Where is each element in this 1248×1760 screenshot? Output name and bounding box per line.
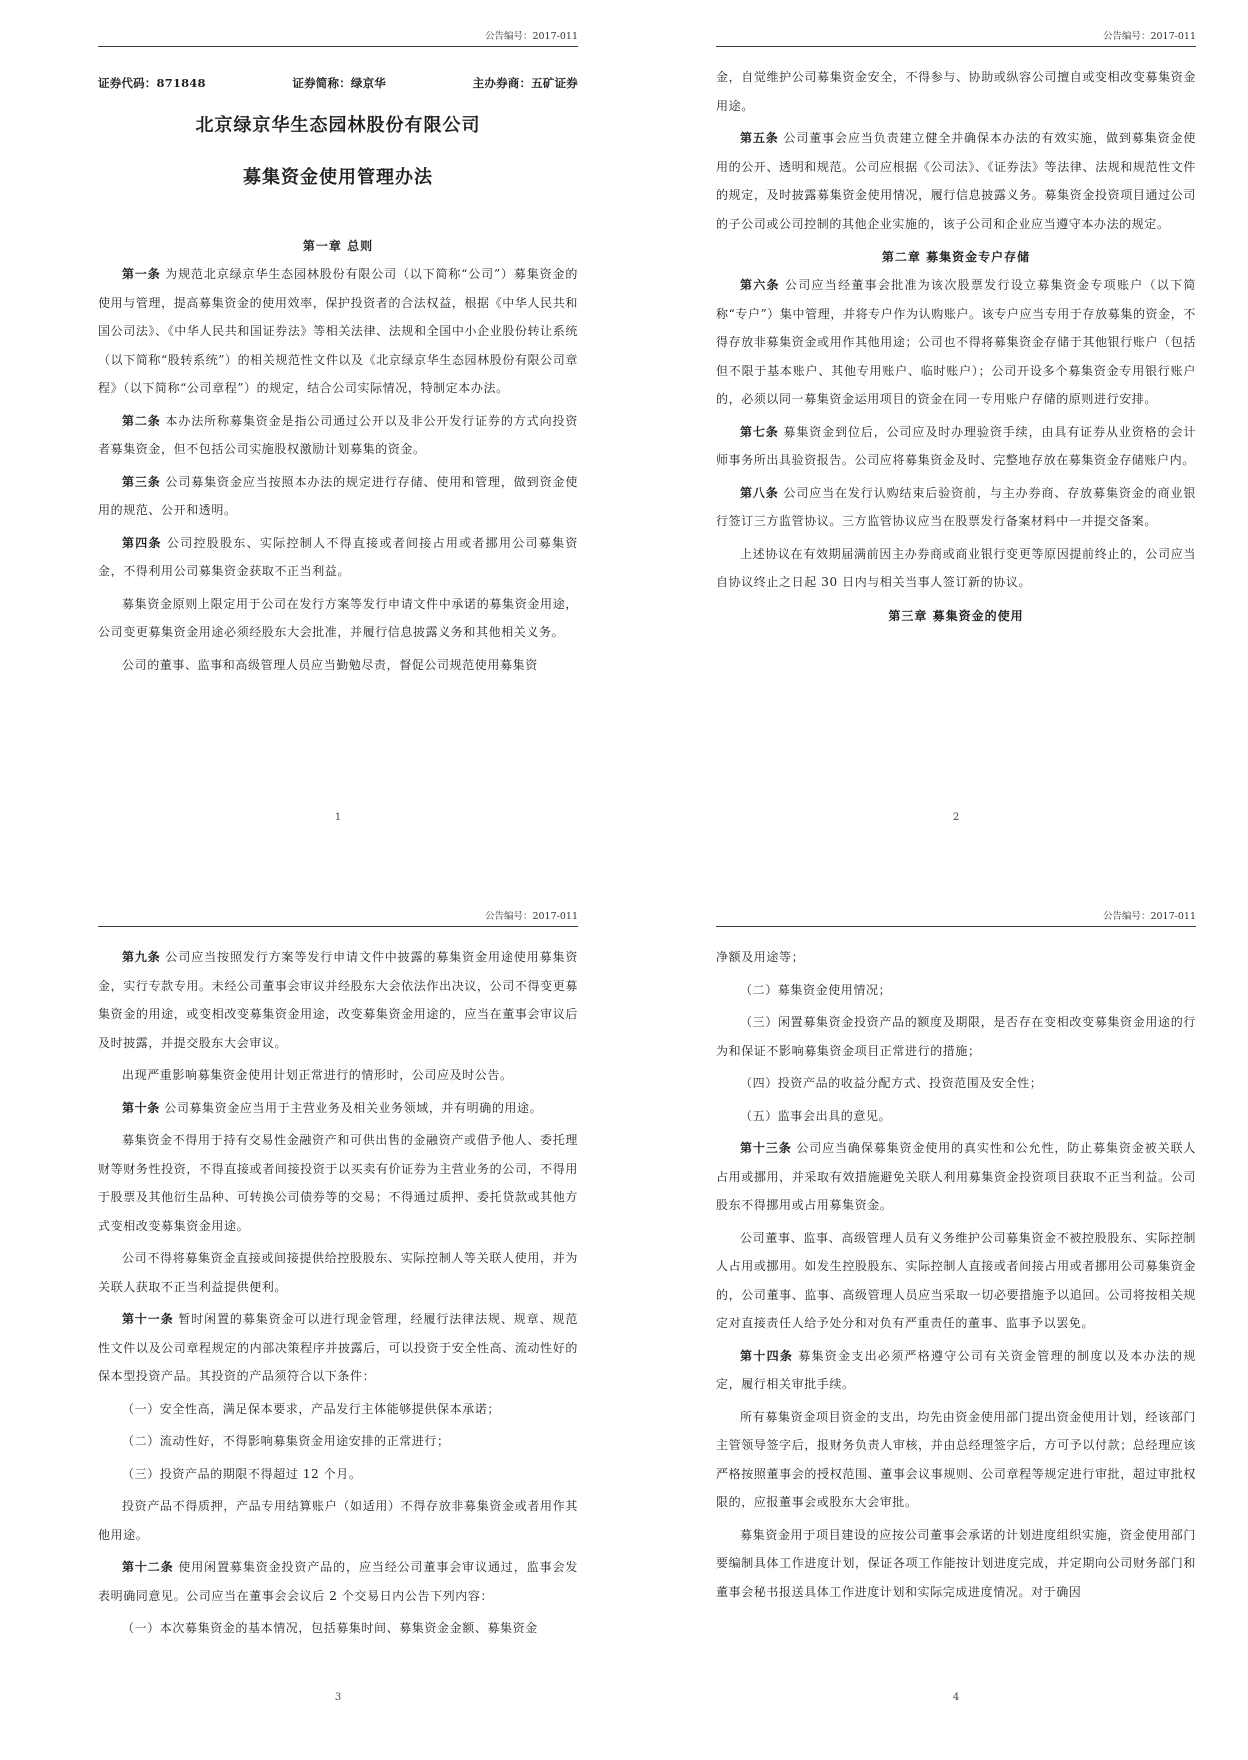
page-body — [716, 943, 1196, 1606]
paragraph-text: 募集资金用于项目建设的应按公司董事会承诺的计划进度组织实施，资金使用部门要编制具体工作进度计划，保证各项工作能按计划进度完成，并定期向公司财务部门和董事会秘书报送具体工作进度计划和实际完成进度情况。对于确因 — [716, 1527, 1196, 1599]
paragraph — [98, 1553, 578, 1610]
paragraph — [98, 590, 578, 647]
paragraph — [98, 407, 578, 464]
page-number: 1 — [334, 812, 342, 823]
header-rule — [98, 926, 578, 927]
paragraph-text: （一）安全性高，满足保本要求，产品发行主体能够提供保本承诺； — [122, 1401, 501, 1416]
company-title: 北京绿京华生态园林股份有限公司 — [195, 115, 481, 136]
security-abbr: 证券简称：绿京华 — [292, 76, 386, 90]
paragraph-text: 公司董事会应当负责建立健全并确保本办法的有效实施，做到募集资金使用的公开、透明和规范。公司应根据《公司法》、《证券法》等法律、法规和规范性文件的规定，及时披露募集资金使用情况，履行信息披露义务。募集资金投资项目通过公司的子公司或公司控制的其他企业实施的，该子公司和企业应当遵守本办法的规定。 — [716, 131, 1196, 231]
paragraph — [98, 1614, 578, 1643]
paragraph-text: 募集资金不得用于持有交易性金融资产和可供出售的金融资产或借予他人、委托理财等财务性投资，不得直接或者间接投资于以买卖有价证券为主营业务的公司，不得用于股票及其他衍生品种、可转换公司债券等的交易；不得通过质押、委托贷款或其他方式变相改变募集资金用途。 — [98, 1133, 578, 1233]
chapter-heading: 第二章 募集资金专户存储 — [881, 250, 1031, 264]
paragraph — [716, 271, 1196, 414]
paragraph-text: （二）募集资金使用情况； — [740, 982, 892, 997]
article-number: 第十条 — [122, 1100, 160, 1115]
paragraph — [716, 1069, 1196, 1098]
paragraph — [716, 1134, 1196, 1220]
article-number: 第十四条 — [740, 1348, 794, 1363]
paragraph-text: 公司应当确保募集资金使用的真实性和公允性，防止募集资金被关联人占用或挪用，并采取有效措施避免关联人利用募集资金投资项目获取不正当利益。公司股东不得挪用或占用募集资金。 — [716, 1141, 1196, 1212]
article-number: 第九条 — [122, 950, 161, 964]
page-number: 2 — [952, 812, 960, 823]
article-number: 第十二条 — [122, 1560, 174, 1574]
paragraph-text: （二）流动性好，不得影响募集资金用途安排的正常进行； — [122, 1434, 450, 1448]
announcement-number: 公告编号：2017-011 — [484, 911, 578, 922]
paragraph — [98, 529, 578, 586]
paragraph — [98, 1427, 578, 1456]
paragraph — [716, 1008, 1196, 1065]
page-body — [716, 63, 1196, 624]
paragraph — [716, 63, 1196, 120]
paragraph — [716, 479, 1196, 536]
paragraph — [716, 124, 1196, 238]
paragraph-text: 净额及用途等； — [716, 950, 805, 964]
paragraph-text: （三）投资产品的期限不得超过 12 个月。 — [122, 1466, 362, 1481]
document-page-1 — [98, 30, 578, 823]
document-page-4 — [716, 910, 1197, 1703]
article-number: 第十一条 — [122, 1312, 174, 1326]
paragraph — [716, 540, 1196, 597]
page-body — [98, 260, 578, 679]
article-number: 第一条 — [122, 267, 161, 281]
page-body — [98, 943, 578, 1643]
paragraph-text: 使用闲置募集资金投资产品的，应当经公司董事会审议通过，监事会发表明确同意见。公司应当在董事会会议后 2 个交易日内公告下列内容： — [98, 1560, 578, 1603]
article-number: 第五条 — [740, 131, 779, 145]
document-page-2 — [716, 30, 1196, 823]
paragraph — [98, 1460, 578, 1489]
paragraph-text: 公司不得将募集资金直接或间接提供给控股股东、实际控制人等关联人使用，并为关联人获取不正当利益提供便利。 — [98, 1251, 578, 1294]
article-number: 第十三条 — [740, 1141, 792, 1155]
paragraph-text: 投资产品不得质押，产品专用结算账户（如适用）不得存放非募集资金或者用作其他用途。 — [98, 1499, 578, 1542]
paragraph-text: 公司董事、监事、高级管理人员有义务维护公司募集资金不被控股股东、实际控制人占用或挪用。如发生控股股东、实际控制人直接或者间接占用或者挪用公司募集资金的，公司董事、监事、高级管理人员应当采取一切必要措施予以追回。公司将按相关规定对直接责任人给予处分和对负有严重责任的董事、监事予以罢免。 — [716, 1230, 1196, 1330]
paragraph-text: （四）投资产品的收益分配方式、投资范围及安全性； — [740, 1076, 1043, 1090]
page-number: 3 — [334, 1692, 342, 1703]
paragraph-text: 为规范北京绿京华生态园林股份有限公司（以下简称“公司”）募集资金的使用与管理，提高募集资金的使用效率，保护投资者的合法权益，根据《中华人民共和国公司法》、《中华人民共和国证券法》等相关法律、法规和全国中小企业股份转让系统（以下简称“股转系统”）的相关规范性文件以及《北京绿京华生态园林股份有限公司章程》（以下简称“公司章程”）的规定，结合公司实际情况，特制定本办法。 — [98, 267, 578, 395]
paragraph — [716, 418, 1196, 475]
article-number: 第三条 — [122, 474, 161, 489]
paragraph-text: 公司控股股东、实际控制人不得直接或者间接占用或者挪用公司募集资金，不得利用公司募集资金获取不正当利益。 — [98, 535, 578, 578]
paragraph — [716, 1521, 1196, 1607]
article-number: 第六条 — [740, 278, 780, 292]
paragraph — [98, 260, 578, 403]
header-rule — [716, 926, 1196, 927]
article-number: 第七条 — [740, 424, 779, 439]
paragraph-text: 公司应当经董事会批准为该次股票发行设立募集资金专项账户（以下简称“专户”）集中管理，并将专户作为认购账户。该专户应当专用于存放募集的资金，不得存放非募集资金或用作其他用途；公司也不得将募集资金存储于其他银行账户（包括但不限于基本账户、其他专用账户、临时账户）；公司开设多个募集资金专用银行账户的，必须以同一募集资金运用项目的资金在同一专用账户存储的原则进行安排。 — [716, 278, 1196, 406]
paragraph — [98, 1305, 578, 1391]
paragraph — [716, 943, 1196, 972]
paragraph-text: 募集资金到位后，公司应及时办理验资手续，由具有证券从业资格的会计师事务所出具验资报告。公司应将募集资金及时、完整地存放在募集资金存储账户内。 — [716, 424, 1196, 467]
header-rule — [716, 46, 1196, 47]
paragraph — [98, 1094, 578, 1123]
paragraph-text: 暂时闲置的募集资金可以进行现金管理，经履行法律法规、规章、规范性文件以及公司章程规定的内部决策程序并披露后，可以投资于安全性高、流动性好的保本型投资产品。其投资的产品须符合以下条件： — [98, 1312, 578, 1383]
announcement-number: 公告编号：2017-011 — [1102, 31, 1196, 42]
sponsor-broker: 主办券商：五矿证券 — [472, 76, 578, 90]
announcement-number: 公告编号：2017-011 — [484, 31, 578, 42]
paragraph — [98, 1492, 578, 1549]
paragraph-text: 所有募集资金项目资金的支出，均先由资金使用部门提出资金使用计划，经该部门主管领导签字后，报财务负责人审核，并由总经理签字后，方可予以付款；总经理应该严格按照董事会的授权范围、董事会议事规则、公司章程等规定进行审批，超过审批权限的，应报董事会或股东大会审批。 — [716, 1409, 1196, 1509]
page-number: 4 — [952, 1692, 960, 1703]
paragraph-text: （三）闲置募集资金投资产品的额度及期限，是否存在变相改变募集资金用途的行为和保证不影响募集资金项目正常进行的措施； — [716, 1015, 1196, 1058]
paragraph-text: 上述协议在有效期届满前因主办券商或商业银行变更等原因提前终止的，公司应当自协议终止之日起 30 日内与相关当事人签订新的协议。 — [716, 546, 1196, 589]
paragraph — [98, 468, 578, 525]
paragraph-text: 募集资金支出必须严格遵守公司有关资金管理的制度以及本办法的规定，履行相关审批手续。 — [716, 1348, 1197, 1391]
paragraph-text: （一）本次募集资金的基本情况，包括募集时间、募集资金金额、募集资金 — [122, 1621, 538, 1635]
document-title: 募集资金使用管理办法 — [243, 167, 433, 188]
paragraph — [98, 1126, 578, 1240]
announcement-number: 公告编号：2017-011 — [1102, 911, 1196, 922]
paragraph — [98, 1395, 578, 1424]
paragraph — [716, 1403, 1196, 1517]
article-number: 第八条 — [740, 485, 779, 500]
paragraph-text: （五）监事会出具的意见。 — [740, 1108, 892, 1123]
header-rule — [98, 46, 578, 47]
security-info — [98, 75, 578, 91]
paragraph-text: 公司应当按照发行方案等发行申请文件中披露的募集资金用途使用募集资金，实行专款专用。未经公司董事会审议并经股东大会依法作出决议，公司不得变更募集资金的用途，或变相改变募集资金用途，改变募集资金用途的，应当在董事会审议后及时披露，并提交股东大会审议。 — [98, 950, 578, 1050]
paragraph — [716, 976, 1196, 1005]
paragraph-text: 公司募集资金应当按照本办法的规定进行存储、使用和管理，做到资金使用的规范、公开和透明。 — [98, 474, 578, 517]
paragraph — [98, 651, 578, 680]
article-number: 第四条 — [122, 535, 162, 550]
paragraph — [98, 1244, 578, 1301]
paragraph-text: 公司募集资金应当用于主营业务及相关业务领域，并有明确的用途。 — [159, 1100, 543, 1115]
article-number: 第二条 — [122, 413, 161, 428]
paragraph-text: 金，自觉维护公司募集资金安全，不得参与、协助或纵容公司擅自或变相改变募集资金用途。 — [716, 70, 1196, 113]
paragraph — [716, 1342, 1196, 1399]
paragraph — [716, 1102, 1196, 1131]
paragraph-text: 募集资金原则上限定用于公司在发行方案等发行申请文件中承诺的募集资金用途，公司变更募集资金用途必须经股东大会批准，并履行信息披露义务和其他相关义务。 — [98, 596, 578, 639]
paragraph-text: 出现严重影响募集资金使用计划正常进行的情形时，公司应及时公告。 — [122, 1068, 513, 1082]
paragraph — [98, 943, 578, 1057]
paragraph — [98, 1061, 578, 1090]
paragraph-text: 公司应当在发行认购结束后验资前，与主办券商、存放募集资金的商业银行签订三方监管协议。三方监管协议应当在股票发行备案材料中一并提交备案。 — [716, 485, 1196, 528]
chapter-heading: 第三章 募集资金的使用 — [888, 608, 1024, 623]
chapter-heading: 第一章 总则 — [302, 239, 374, 253]
document-page-3 — [98, 910, 578, 1703]
paragraph-text: 本办法所称募集资金是指公司通过公开以及非公开发行证券的方式向投资者募集资金，但不包括公司实施股权激励计划募集的资金。 — [98, 413, 578, 456]
paragraph-text: 公司的董事、监事和高级管理人员应当勤勉尽责，督促公司规范使用募集资 — [122, 657, 538, 672]
paragraph — [716, 1224, 1196, 1338]
security-code: 证券代码：871848 — [98, 76, 206, 90]
